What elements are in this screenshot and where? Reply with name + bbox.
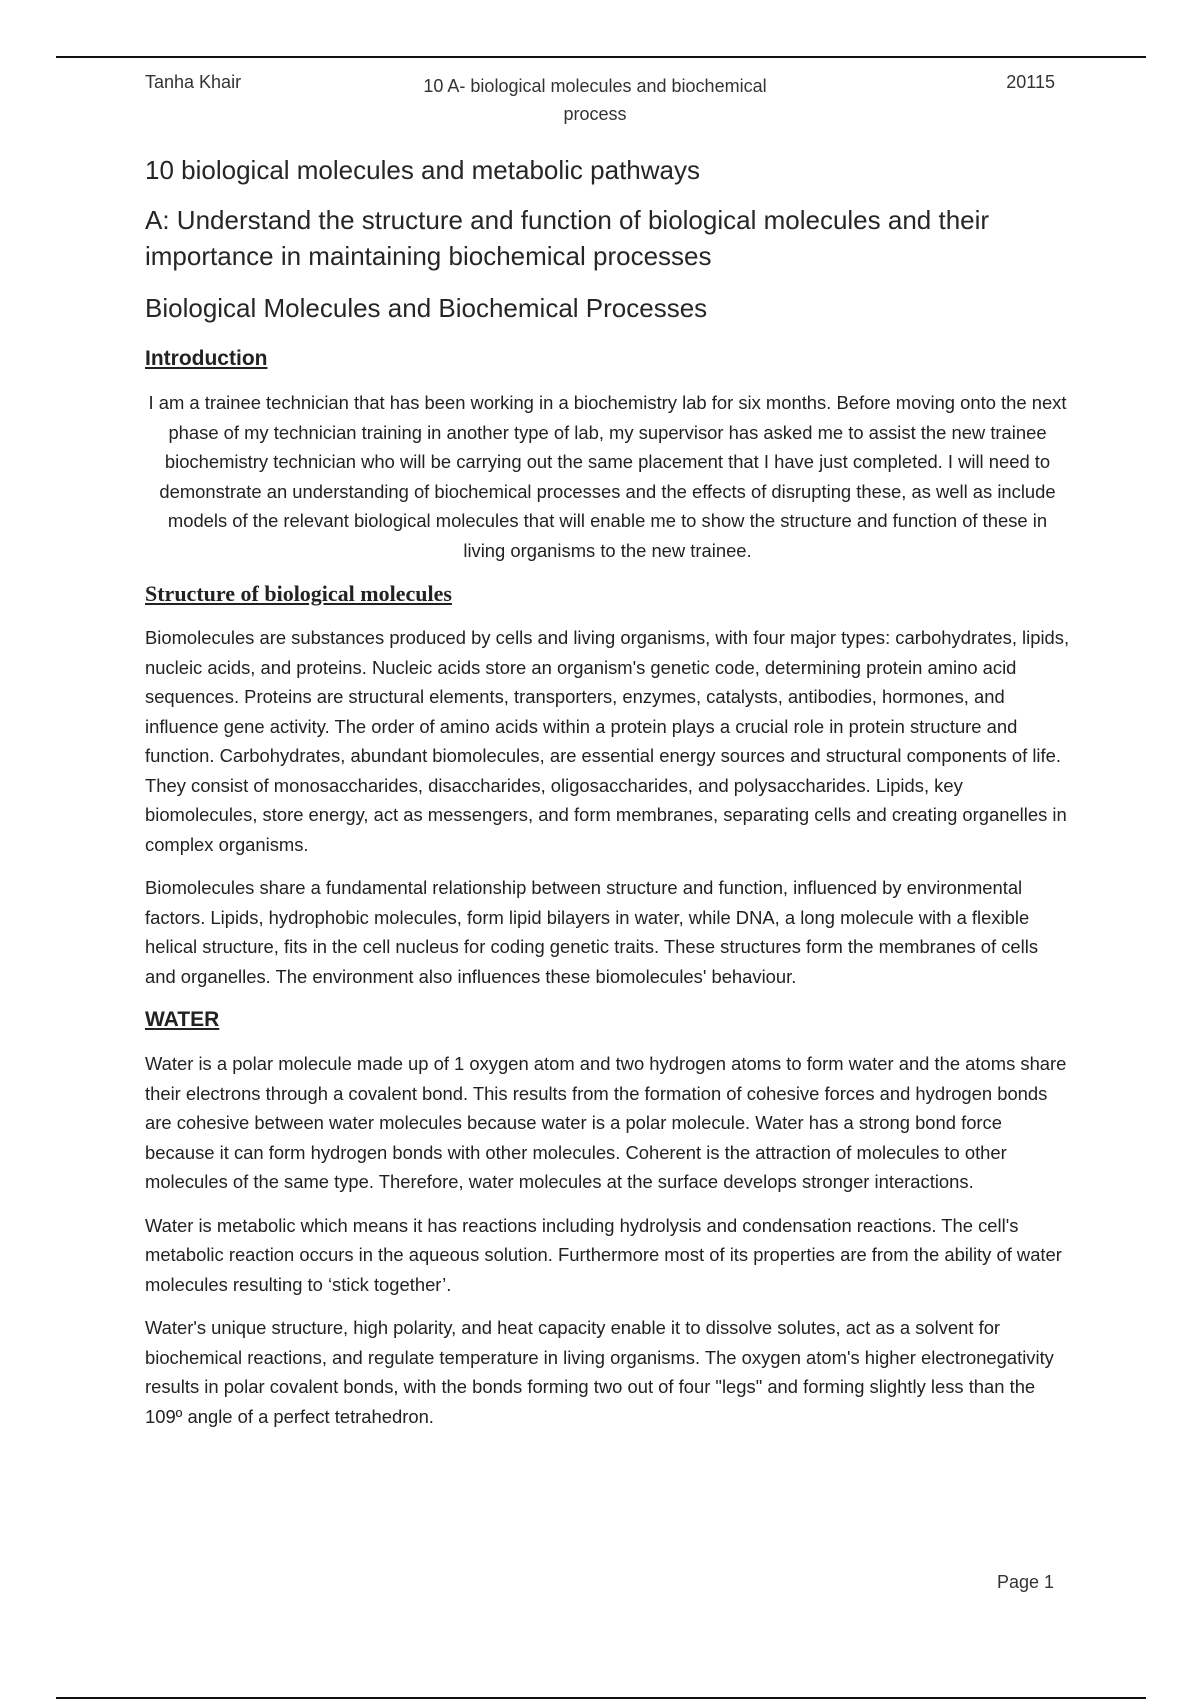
header-author: Tanha Khair xyxy=(145,72,242,92)
objective-heading: A: Understand the structure and function of biological molecules and their importance in maintaining biochemical processes xyxy=(145,205,990,271)
structure-paragraph-2: Biomolecules share a fundamental relationship between structure and function, influenced by environmental factors. Lipids, hydrophobic molecules, form lipid bilayers in water, while DNA, a long molecule with a flexible helical structure, fits in the cell nucleus for coding genetic traits. These structures form the membranes of cells and organelles. The environment also influences these biomolecules' behaviour. xyxy=(145,877,1039,987)
page-number: Page 1 xyxy=(996,1572,1054,1592)
footer-rule xyxy=(56,1697,1146,1699)
header-rule xyxy=(56,56,1146,58)
water-paragraph-1: Water is a polar molecule made up of 1 oxygen atom and two hydrogen atoms to form water and the atoms share their electrons through a covalent bond. This results from the formation of cohesive forces and hydrogen bonds are cohesive between water molecules because water is a polar molecule. Water has a strong bond force because it can form hydrogen bonds with other molecules. Coherent is the attraction of molecules to other molecules of the same type. Therefore, water molecules at the surface develops stronger interactions. xyxy=(145,1053,1067,1192)
water-paragraph-3: Water's unique structure, high polarity, and heat capacity enable it to dissolve solutes, act as a solvent for biochemical reactions, and regulate temperature in living organisms. The oxygen atom's higher electronegativity results in polar covalent bonds, with the bonds forming two out of four "legs" and forming slightly less than the 109º angle of a perfect tetrahedron. xyxy=(145,1317,1054,1427)
document-body xyxy=(145,152,1070,1445)
header-title: 10 A- biological molecules and biochemical process xyxy=(423,76,767,124)
page-header xyxy=(145,72,1055,132)
water-paragraph-2: Water is metabolic which means it has reactions including hydrolysis and condensation reactions. The cell's metabolic reaction occurs in the aqueous solution. Furthermore most of its properties are from the ability of water molecules resulting to ‘stick together’. xyxy=(145,1214,1062,1295)
topic-heading: Biological Molecules and Biochemical Processes xyxy=(145,293,708,323)
water-heading: WATER xyxy=(145,1008,220,1031)
header-code: 20115 xyxy=(1006,72,1055,92)
structure-paragraph-1: Biomolecules are substances produced by cells and living organisms, with four major types: carbohydrates, lipids, nucleic acids, and proteins. Nucleic acids store an organism's genetic code, determining protein amino acid sequences. Proteins are structural elements, transporters, enzymes, catalysts, antibodies, hormones, and influence gene activity. The order of amino acids within a protein plays a crucial role in protein structure and function. Carbohydrates, abundant biomolecules, are essential energy sources and structural components of life. They consist of monosaccharides, disaccharides, oligosaccharides, and polysaccharides. Lipids, key biomolecules, store energy, act as messengers, and form membranes, separating cells and creating organelles in complex organisms. xyxy=(145,627,1070,855)
unit-heading: 10 biological molecules and metabolic pathways xyxy=(145,155,700,185)
structure-heading: Structure of biological molecules xyxy=(145,581,452,606)
introduction-heading: Introduction xyxy=(145,347,268,370)
introduction-paragraph: I am a trainee technician that has been working in a biochemistry lab for six months. Before moving onto the next phase of my technician training in another type of lab, my supervisor has asked me to assist the new trainee biochemistry technician who will be carrying out the same placement that I have just completed. I will need to demonstrate an understanding of biochemical processes and the effects of disrupting these, as well as include models of the relevant biological molecules that will enable me to show the structure and function of these in living organisms to the new trainee. xyxy=(148,392,1067,561)
